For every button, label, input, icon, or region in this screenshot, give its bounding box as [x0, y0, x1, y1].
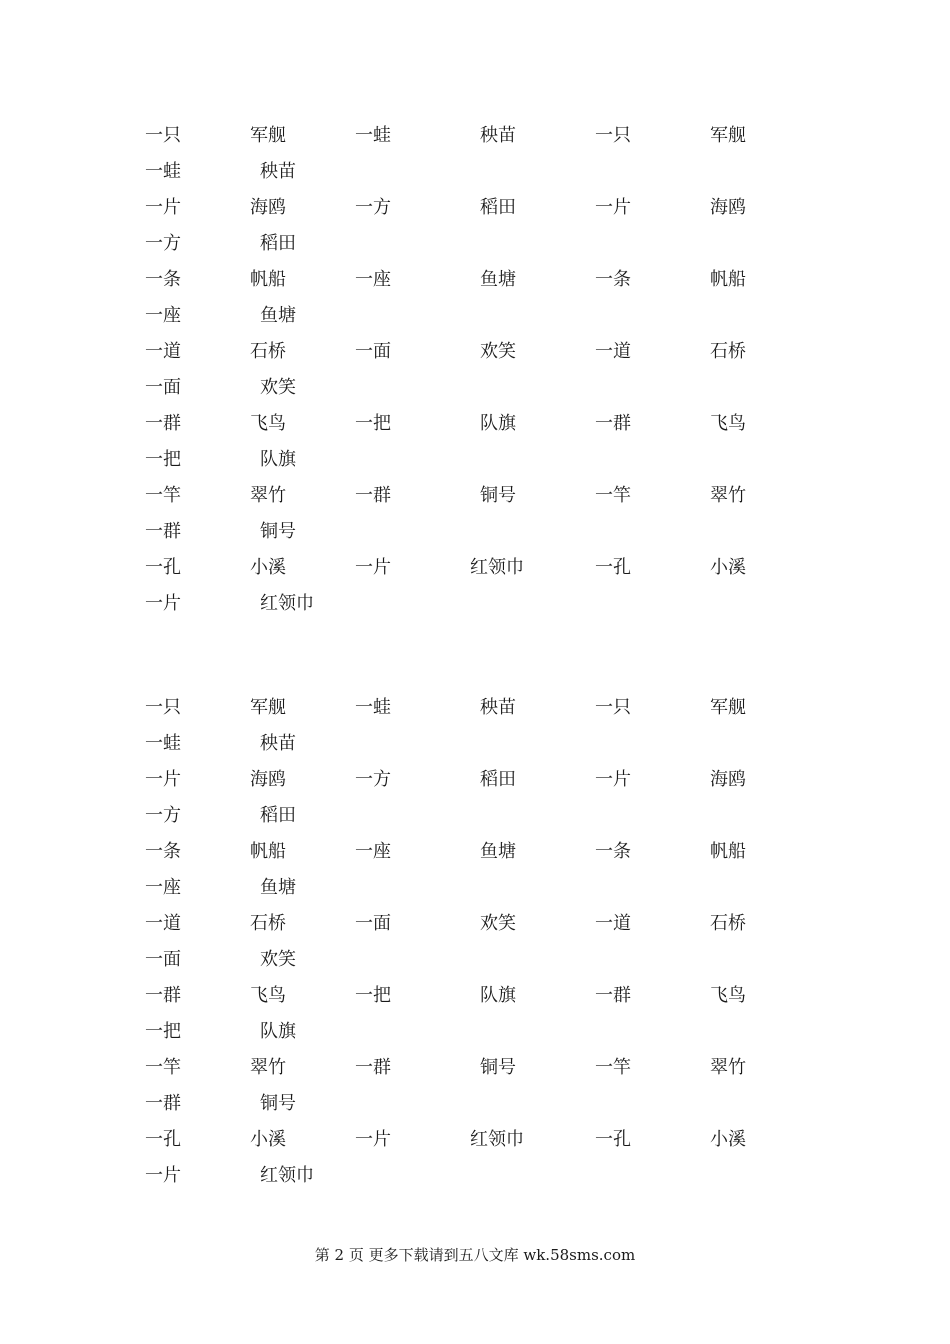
word-row-continuation — [0, 446, 950, 482]
measure-word: 一蛙 — [355, 697, 391, 718]
noun-word: 帆船 — [250, 841, 286, 862]
measure-word: 一片 — [355, 1129, 391, 1150]
noun-word: 飞鸟 — [250, 985, 286, 1006]
measure-word: 一条 — [145, 269, 181, 290]
noun-word: 队旗 — [260, 1021, 296, 1042]
measure-word: 一座 — [355, 269, 391, 290]
measure-word: 一把 — [145, 449, 181, 470]
measure-word: 一群 — [595, 413, 631, 434]
noun-word: 秧苗 — [480, 125, 516, 146]
word-row — [0, 410, 950, 446]
word-row — [0, 694, 950, 730]
noun-word: 欢笑 — [260, 377, 296, 398]
word-row-continuation — [0, 518, 950, 554]
noun-word: 稻田 — [480, 197, 516, 218]
measure-word: 一孔 — [595, 557, 631, 578]
noun-word: 队旗 — [480, 985, 516, 1006]
noun-word: 鱼塘 — [260, 305, 296, 326]
noun-word: 红领巾 — [260, 1165, 314, 1186]
noun-word: 石桥 — [250, 913, 286, 934]
measure-word: 一道 — [595, 341, 631, 362]
noun-word: 石桥 — [710, 341, 746, 362]
measure-word: 一面 — [145, 377, 181, 398]
measure-word: 一方 — [145, 233, 181, 254]
word-row — [0, 266, 950, 302]
word-row — [0, 1054, 950, 1090]
noun-word: 欢笑 — [260, 949, 296, 970]
measure-word: 一条 — [595, 269, 631, 290]
word-row — [0, 910, 950, 946]
noun-word: 翠竹 — [710, 1057, 746, 1078]
word-row — [0, 766, 950, 802]
noun-word: 小溪 — [250, 1129, 286, 1150]
measure-word: 一座 — [145, 877, 181, 898]
word-row-continuation — [0, 874, 950, 910]
noun-word: 欢笑 — [480, 341, 516, 362]
word-row-continuation — [0, 158, 950, 194]
measure-word: 一把 — [145, 1021, 181, 1042]
measure-word: 一片 — [145, 593, 181, 614]
noun-word: 飞鸟 — [710, 985, 746, 1006]
noun-word: 军舰 — [250, 125, 286, 146]
measure-word: 一片 — [145, 1165, 181, 1186]
word-row-continuation — [0, 374, 950, 410]
noun-word: 铜号 — [480, 485, 516, 506]
noun-word: 队旗 — [480, 413, 516, 434]
noun-word: 铜号 — [480, 1057, 516, 1078]
noun-word: 红领巾 — [470, 1129, 524, 1150]
measure-word: 一片 — [595, 197, 631, 218]
noun-word: 帆船 — [250, 269, 286, 290]
measure-word: 一蛙 — [355, 125, 391, 146]
noun-word: 稻田 — [480, 769, 516, 790]
measure-word: 一把 — [355, 413, 391, 434]
noun-word: 稻田 — [260, 805, 296, 826]
noun-word: 铜号 — [260, 521, 296, 542]
noun-word: 鱼塘 — [260, 877, 296, 898]
noun-word: 鱼塘 — [480, 841, 516, 862]
measure-word: 一孔 — [595, 1129, 631, 1150]
word-row — [0, 982, 950, 1018]
measure-word: 一座 — [145, 305, 181, 326]
measure-word: 一群 — [145, 1093, 181, 1114]
noun-word: 海鸥 — [710, 197, 746, 218]
measure-word: 一只 — [145, 697, 181, 718]
measure-word: 一群 — [355, 1057, 391, 1078]
noun-word: 石桥 — [710, 913, 746, 934]
measure-word: 一蛙 — [145, 161, 181, 182]
noun-word: 海鸥 — [250, 197, 286, 218]
measure-word: 一竿 — [595, 485, 631, 506]
measure-word: 一竿 — [145, 1057, 181, 1078]
noun-word: 军舰 — [710, 125, 746, 146]
measure-word: 一只 — [145, 125, 181, 146]
measure-word: 一孔 — [145, 1129, 181, 1150]
measure-word: 一片 — [355, 557, 391, 578]
noun-word: 小溪 — [710, 1129, 746, 1150]
word-row-continuation — [0, 230, 950, 266]
word-row-continuation — [0, 802, 950, 838]
word-row — [0, 194, 950, 230]
measure-word: 一面 — [355, 913, 391, 934]
word-block-1 — [0, 122, 950, 626]
noun-word: 鱼塘 — [480, 269, 516, 290]
word-row — [0, 482, 950, 518]
noun-word: 飞鸟 — [710, 413, 746, 434]
noun-word: 海鸥 — [710, 769, 746, 790]
word-row-continuation — [0, 1018, 950, 1054]
noun-word: 稻田 — [260, 233, 296, 254]
measure-word: 一把 — [355, 985, 391, 1006]
word-row-continuation — [0, 730, 950, 766]
measure-word: 一面 — [145, 949, 181, 970]
word-row-continuation — [0, 302, 950, 338]
measure-word: 一方 — [355, 197, 391, 218]
word-row — [0, 838, 950, 874]
noun-word: 翠竹 — [250, 485, 286, 506]
noun-word: 秧苗 — [260, 161, 296, 182]
measure-word: 一道 — [145, 913, 181, 934]
noun-word: 翠竹 — [710, 485, 746, 506]
noun-word: 帆船 — [710, 841, 746, 862]
noun-word: 帆船 — [710, 269, 746, 290]
word-row-continuation — [0, 1090, 950, 1126]
noun-word: 队旗 — [260, 449, 296, 470]
word-row — [0, 338, 950, 374]
word-row-continuation — [0, 946, 950, 982]
measure-word: 一蛙 — [145, 733, 181, 754]
measure-word: 一片 — [595, 769, 631, 790]
noun-word: 秧苗 — [260, 733, 296, 754]
word-row — [0, 1126, 950, 1162]
measure-word: 一群 — [355, 485, 391, 506]
measure-word: 一道 — [595, 913, 631, 934]
measure-word: 一群 — [145, 521, 181, 542]
noun-word: 秧苗 — [480, 697, 516, 718]
noun-word: 海鸥 — [250, 769, 286, 790]
measure-word: 一条 — [595, 841, 631, 862]
measure-word: 一条 — [145, 841, 181, 862]
word-row-continuation — [0, 590, 950, 626]
noun-word: 小溪 — [250, 557, 286, 578]
noun-word: 军舰 — [250, 697, 286, 718]
noun-word: 石桥 — [250, 341, 286, 362]
noun-word: 翠竹 — [250, 1057, 286, 1078]
measure-word: 一孔 — [145, 557, 181, 578]
noun-word: 红领巾 — [260, 593, 314, 614]
measure-word: 一群 — [145, 985, 181, 1006]
measure-word: 一方 — [355, 769, 391, 790]
noun-word: 红领巾 — [470, 557, 524, 578]
measure-word: 一群 — [145, 413, 181, 434]
measure-word: 一面 — [355, 341, 391, 362]
measure-word: 一群 — [595, 985, 631, 1006]
word-row — [0, 554, 950, 590]
measure-word: 一道 — [145, 341, 181, 362]
word-block-2 — [0, 694, 950, 1198]
measure-word: 一只 — [595, 697, 631, 718]
measure-word: 一片 — [145, 769, 181, 790]
noun-word: 铜号 — [260, 1093, 296, 1114]
noun-word: 欢笑 — [480, 913, 516, 934]
noun-word: 军舰 — [710, 697, 746, 718]
measure-word: 一竿 — [595, 1057, 631, 1078]
measure-word: 一竿 — [145, 485, 181, 506]
measure-word: 一方 — [145, 805, 181, 826]
measure-word: 一片 — [145, 197, 181, 218]
measure-word: 一只 — [595, 125, 631, 146]
noun-word: 飞鸟 — [250, 413, 286, 434]
word-row — [0, 122, 950, 158]
noun-word: 小溪 — [710, 557, 746, 578]
measure-word: 一座 — [355, 841, 391, 862]
word-row-continuation — [0, 1162, 950, 1198]
page-footer: 第 2 页 更多下载请到五八文库 wk.58sms.com — [314, 1246, 636, 1264]
